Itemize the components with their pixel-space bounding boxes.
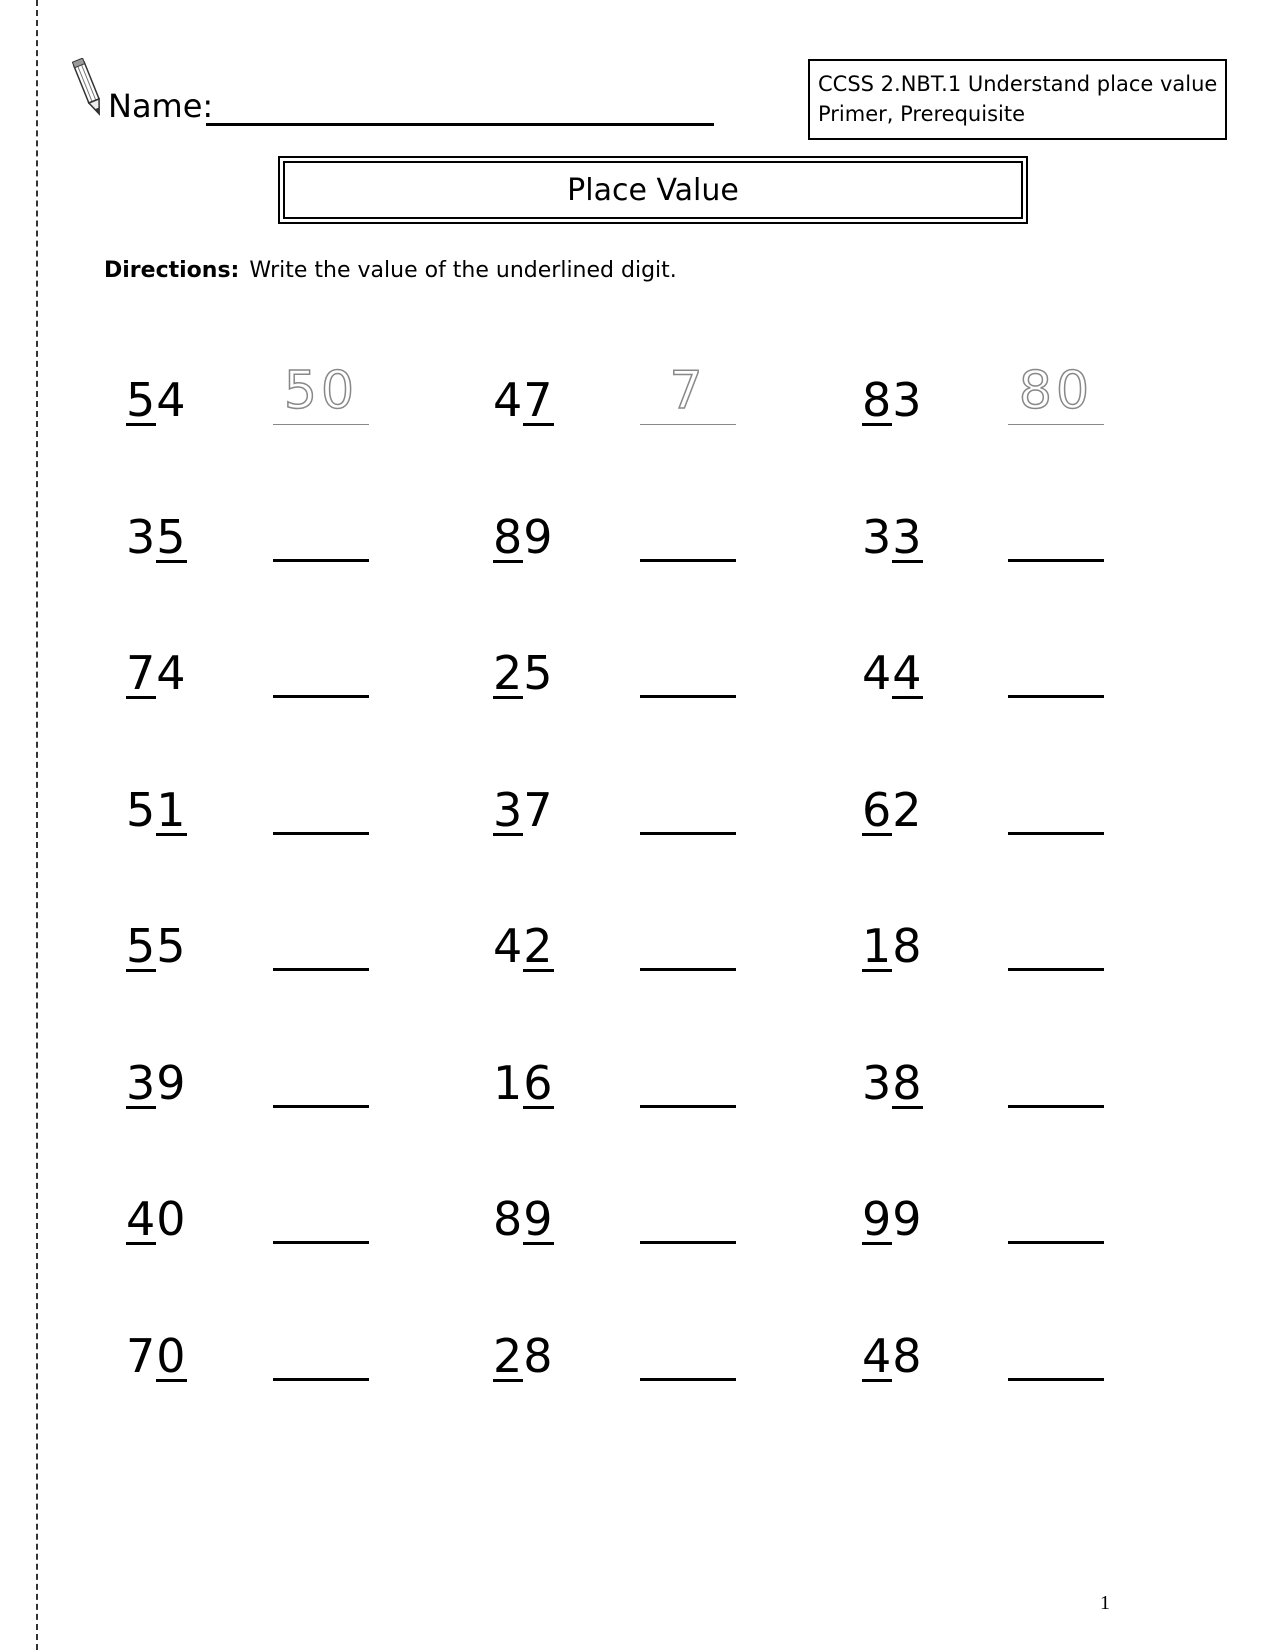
digit: 7 (126, 1329, 157, 1383)
underlined-digit: 9 (523, 1192, 554, 1246)
problem-number (862, 1191, 923, 1247)
digit: 9 (892, 1192, 923, 1246)
page-number: 1 (1100, 1592, 1110, 1614)
digit: 4 (156, 646, 187, 700)
underlined-digit: 7 (523, 373, 554, 427)
underlined-digit: 9 (862, 1192, 893, 1246)
digit: 8 (523, 1329, 554, 1383)
page-title: Place Value (283, 161, 1023, 219)
problem-number (493, 1191, 554, 1247)
digit: 4 (156, 373, 187, 427)
standard-box (808, 59, 1227, 140)
underlined-digit: 1 (862, 919, 893, 973)
underlined-digit: 5 (156, 510, 187, 564)
underlined-digit: 7 (126, 646, 157, 700)
answer-blank[interactable] (640, 1105, 736, 1108)
answer-blank[interactable] (640, 968, 736, 971)
answer-blank[interactable] (273, 832, 369, 835)
answer-blank[interactable] (273, 968, 369, 971)
problem-number (493, 1055, 554, 1111)
digit: 4 (493, 919, 524, 973)
underlined-digit: 1 (156, 783, 187, 837)
title-box (278, 156, 1028, 224)
digit: 2 (892, 783, 923, 837)
problem-number (126, 1191, 187, 1247)
answer-blank[interactable] (640, 1241, 736, 1244)
digit: 9 (523, 510, 554, 564)
answer-blank[interactable] (640, 695, 736, 698)
problem-number (126, 372, 187, 428)
underlined-digit: 0 (156, 1329, 187, 1383)
digit: 8 (892, 919, 923, 973)
problem-number (493, 372, 554, 428)
digit: 7 (523, 783, 554, 837)
answer-blank[interactable] (640, 559, 736, 562)
traced-example-answer: 7 (640, 362, 736, 425)
underlined-digit: 8 (862, 373, 893, 427)
answer-blank[interactable] (273, 695, 369, 698)
traced-example-answer: 80 (1008, 362, 1104, 425)
underlined-digit: 3 (126, 1056, 157, 1110)
underlined-digit: 6 (523, 1056, 554, 1110)
underlined-digit: 2 (493, 646, 524, 700)
problem-number (126, 1055, 187, 1111)
answer-blank[interactable] (273, 559, 369, 562)
problem-number (126, 1328, 187, 1384)
digit: 5 (156, 919, 187, 973)
answer-blank[interactable] (1008, 968, 1104, 971)
problem-number (126, 509, 187, 565)
standard-code: CCSS 2.NBT.1 Understand place value (818, 72, 1218, 96)
digit: 3 (862, 510, 893, 564)
answer-blank[interactable] (1008, 559, 1104, 562)
answer-blank[interactable] (1008, 1378, 1104, 1381)
answer-blank[interactable] (640, 832, 736, 835)
directions (104, 256, 677, 286)
problem-number (493, 782, 554, 838)
name-field-line[interactable] (206, 123, 714, 126)
underlined-digit: 4 (862, 1329, 893, 1383)
digit: 4 (862, 646, 893, 700)
problem-number (493, 645, 554, 701)
problem-number (126, 645, 187, 701)
name-label: Name: (108, 87, 214, 125)
traced-example-answer: 50 (273, 362, 369, 425)
problem-number (862, 782, 923, 838)
answer-blank[interactable] (273, 1105, 369, 1108)
problem-number (862, 1055, 923, 1111)
problem-number (126, 782, 187, 838)
digit: 5 (126, 783, 157, 837)
underlined-digit: 5 (126, 373, 157, 427)
underlined-digit: 8 (892, 1056, 923, 1110)
problem-number (862, 918, 923, 974)
digit: 8 (493, 1192, 524, 1246)
problem-number (862, 509, 923, 565)
answer-blank[interactable] (1008, 1105, 1104, 1108)
underlined-digit: 8 (493, 510, 524, 564)
underlined-digit: 5 (126, 919, 157, 973)
underlined-digit: 3 (892, 510, 923, 564)
underlined-digit: 2 (523, 919, 554, 973)
problem-number (862, 645, 923, 701)
problem-number (493, 509, 554, 565)
directions-text: Write the value of the underlined digit. (249, 258, 677, 283)
underlined-digit: 2 (493, 1329, 524, 1383)
underlined-digit: 4 (892, 646, 923, 700)
answer-blank[interactable] (1008, 695, 1104, 698)
digit: 3 (892, 373, 923, 427)
digit: 3 (126, 510, 157, 564)
digit: 9 (156, 1056, 187, 1110)
directions-label: Directions: (104, 258, 240, 283)
digit: 3 (862, 1056, 893, 1110)
dashed-cut-line (36, 0, 38, 1650)
underlined-digit: 6 (862, 783, 893, 837)
standard-level: Primer, Prerequisite (818, 102, 1026, 126)
problem-number (862, 1328, 923, 1384)
digit: 1 (493, 1056, 524, 1110)
problem-number (493, 1328, 554, 1384)
digit: 4 (493, 373, 524, 427)
answer-blank[interactable] (1008, 832, 1104, 835)
answer-blank[interactable] (640, 1378, 736, 1381)
underlined-digit: 3 (493, 783, 524, 837)
underlined-digit: 4 (126, 1192, 157, 1246)
problem-number (126, 918, 187, 974)
answer-blank[interactable] (1008, 1241, 1104, 1244)
answer-blank[interactable] (273, 1378, 369, 1381)
digit: 5 (523, 646, 554, 700)
answer-blank[interactable] (273, 1241, 369, 1244)
digit: 8 (892, 1329, 923, 1383)
pencil-icon (72, 58, 106, 122)
problem-number (862, 372, 923, 428)
problem-number (493, 918, 554, 974)
digit: 0 (156, 1192, 187, 1246)
